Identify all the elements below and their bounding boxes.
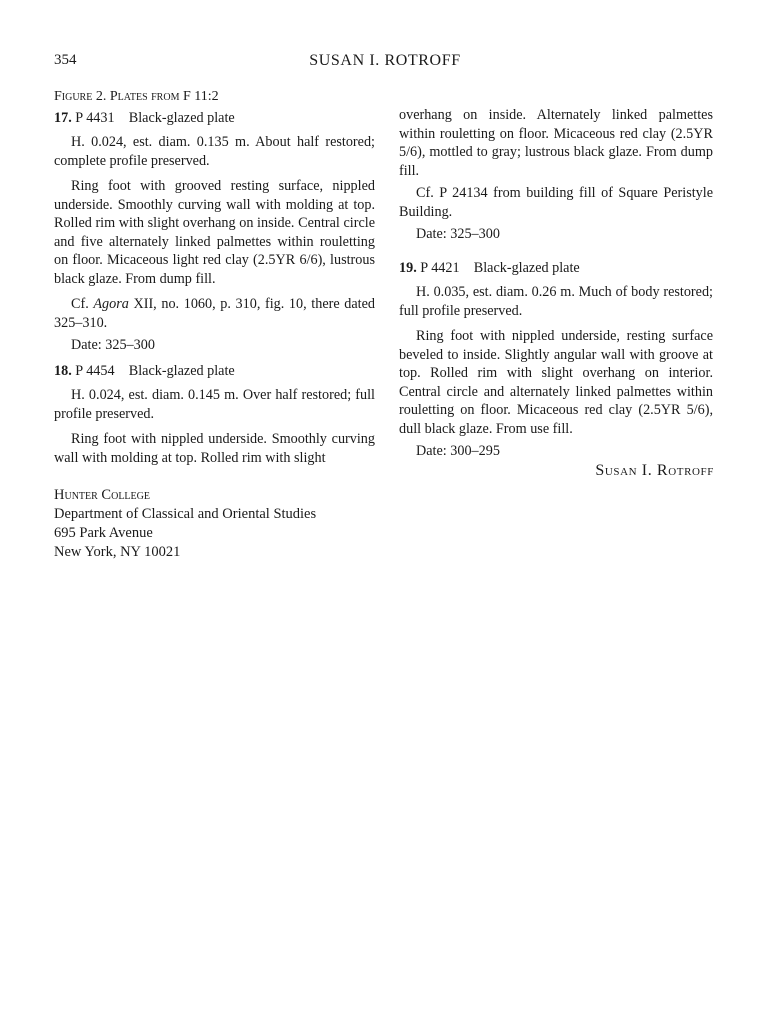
entry-cf: Cf. Agora XII, no. 1060, p. 310, fig. 10, there dated 325–310. (54, 296, 376, 331)
catalog-entry-18-heading (54, 362, 375, 381)
right-column (399, 106, 713, 468)
entry-cf-italic: Agora (93, 296, 129, 312)
author-address (54, 486, 316, 562)
running-head (54, 52, 716, 74)
entry-title: Black-glazed plate (473, 259, 580, 276)
address-institution: Hunter College (54, 487, 150, 503)
page-number: 354 (54, 52, 77, 68)
entry-inventory: P 4431 (75, 109, 115, 126)
entry-date: Date: 325–300 (71, 337, 155, 353)
catalog-entry-17-heading (54, 109, 375, 128)
entry-number: 19. (399, 259, 417, 276)
author-signature: Susan I. Rotroff (595, 462, 714, 479)
figure-caption: Figure 2. Plates from F 11:2 (54, 89, 219, 104)
entry-dimensions: H. 0.024, est. diam. 0.145 m. Over half restored; full profile preserved. (54, 387, 375, 422)
entry-dimensions: H. 0.035, est. diam. 0.26 m. Much of body restored; full profile preserved. (399, 284, 713, 319)
entry-description: Ring foot with nippled underside, resting surface beveled to inside. Slightly angular wall with groove at top. Rolled rim with slight overhang on interior. Central circle and alternately linked palmettes within rouletting on floor. Micaceous red clay (2.5YR 5/6), dull black glaze. From use fill. (399, 328, 713, 437)
entry-description: Ring foot with grooved resting surface, nippled underside. Smoothly curving wall with molding at top. Rolled rim with slight overhang on inside. Central circle and five alternately linked palmettes within rouletting on floor. Micaceous light red clay (2.5YR 6/6), lustrous black glaze. From dump fill. (54, 178, 375, 287)
entry-number: 17. (54, 109, 72, 126)
entry-dimensions: H. 0.024, est. diam. 0.135 m. About half restored; complete profile preserved. (54, 134, 375, 169)
catalog-entry-19-heading (399, 259, 713, 278)
entry-title: Black-glazed plate (128, 362, 235, 379)
entry-inventory: P 4454 (75, 362, 115, 379)
entry-cf: Cf. P 24134 from building fill of Square Peristyle Building. (399, 185, 713, 220)
address-city: New York, NY 10021 (54, 544, 181, 560)
entry-number: 18. (54, 362, 72, 379)
address-street: 695 Park Avenue (54, 525, 153, 541)
running-head-author: SUSAN I. ROTROFF (309, 52, 461, 69)
address-department: Department of Classical and Oriental Studies (54, 506, 317, 522)
entry-date: Date: 325–300 (416, 226, 500, 242)
entry-title: Black-glazed plate (128, 109, 235, 126)
entry-inventory: P 4421 (420, 259, 460, 276)
entry-description-part1: Ring foot with nippled underside. Smoothly curving wall with molding at top. Rolled rim with slight (54, 431, 375, 466)
left-column (54, 88, 375, 474)
entry-date: Date: 300–295 (416, 443, 500, 459)
entry-description-part2: overhang on inside. Alternately linked palmettes within rouletting on floor. Micaceous red clay (2.5YR 5/6), mottled to gray; lustrous black glaze. From dump fill. (399, 107, 713, 179)
